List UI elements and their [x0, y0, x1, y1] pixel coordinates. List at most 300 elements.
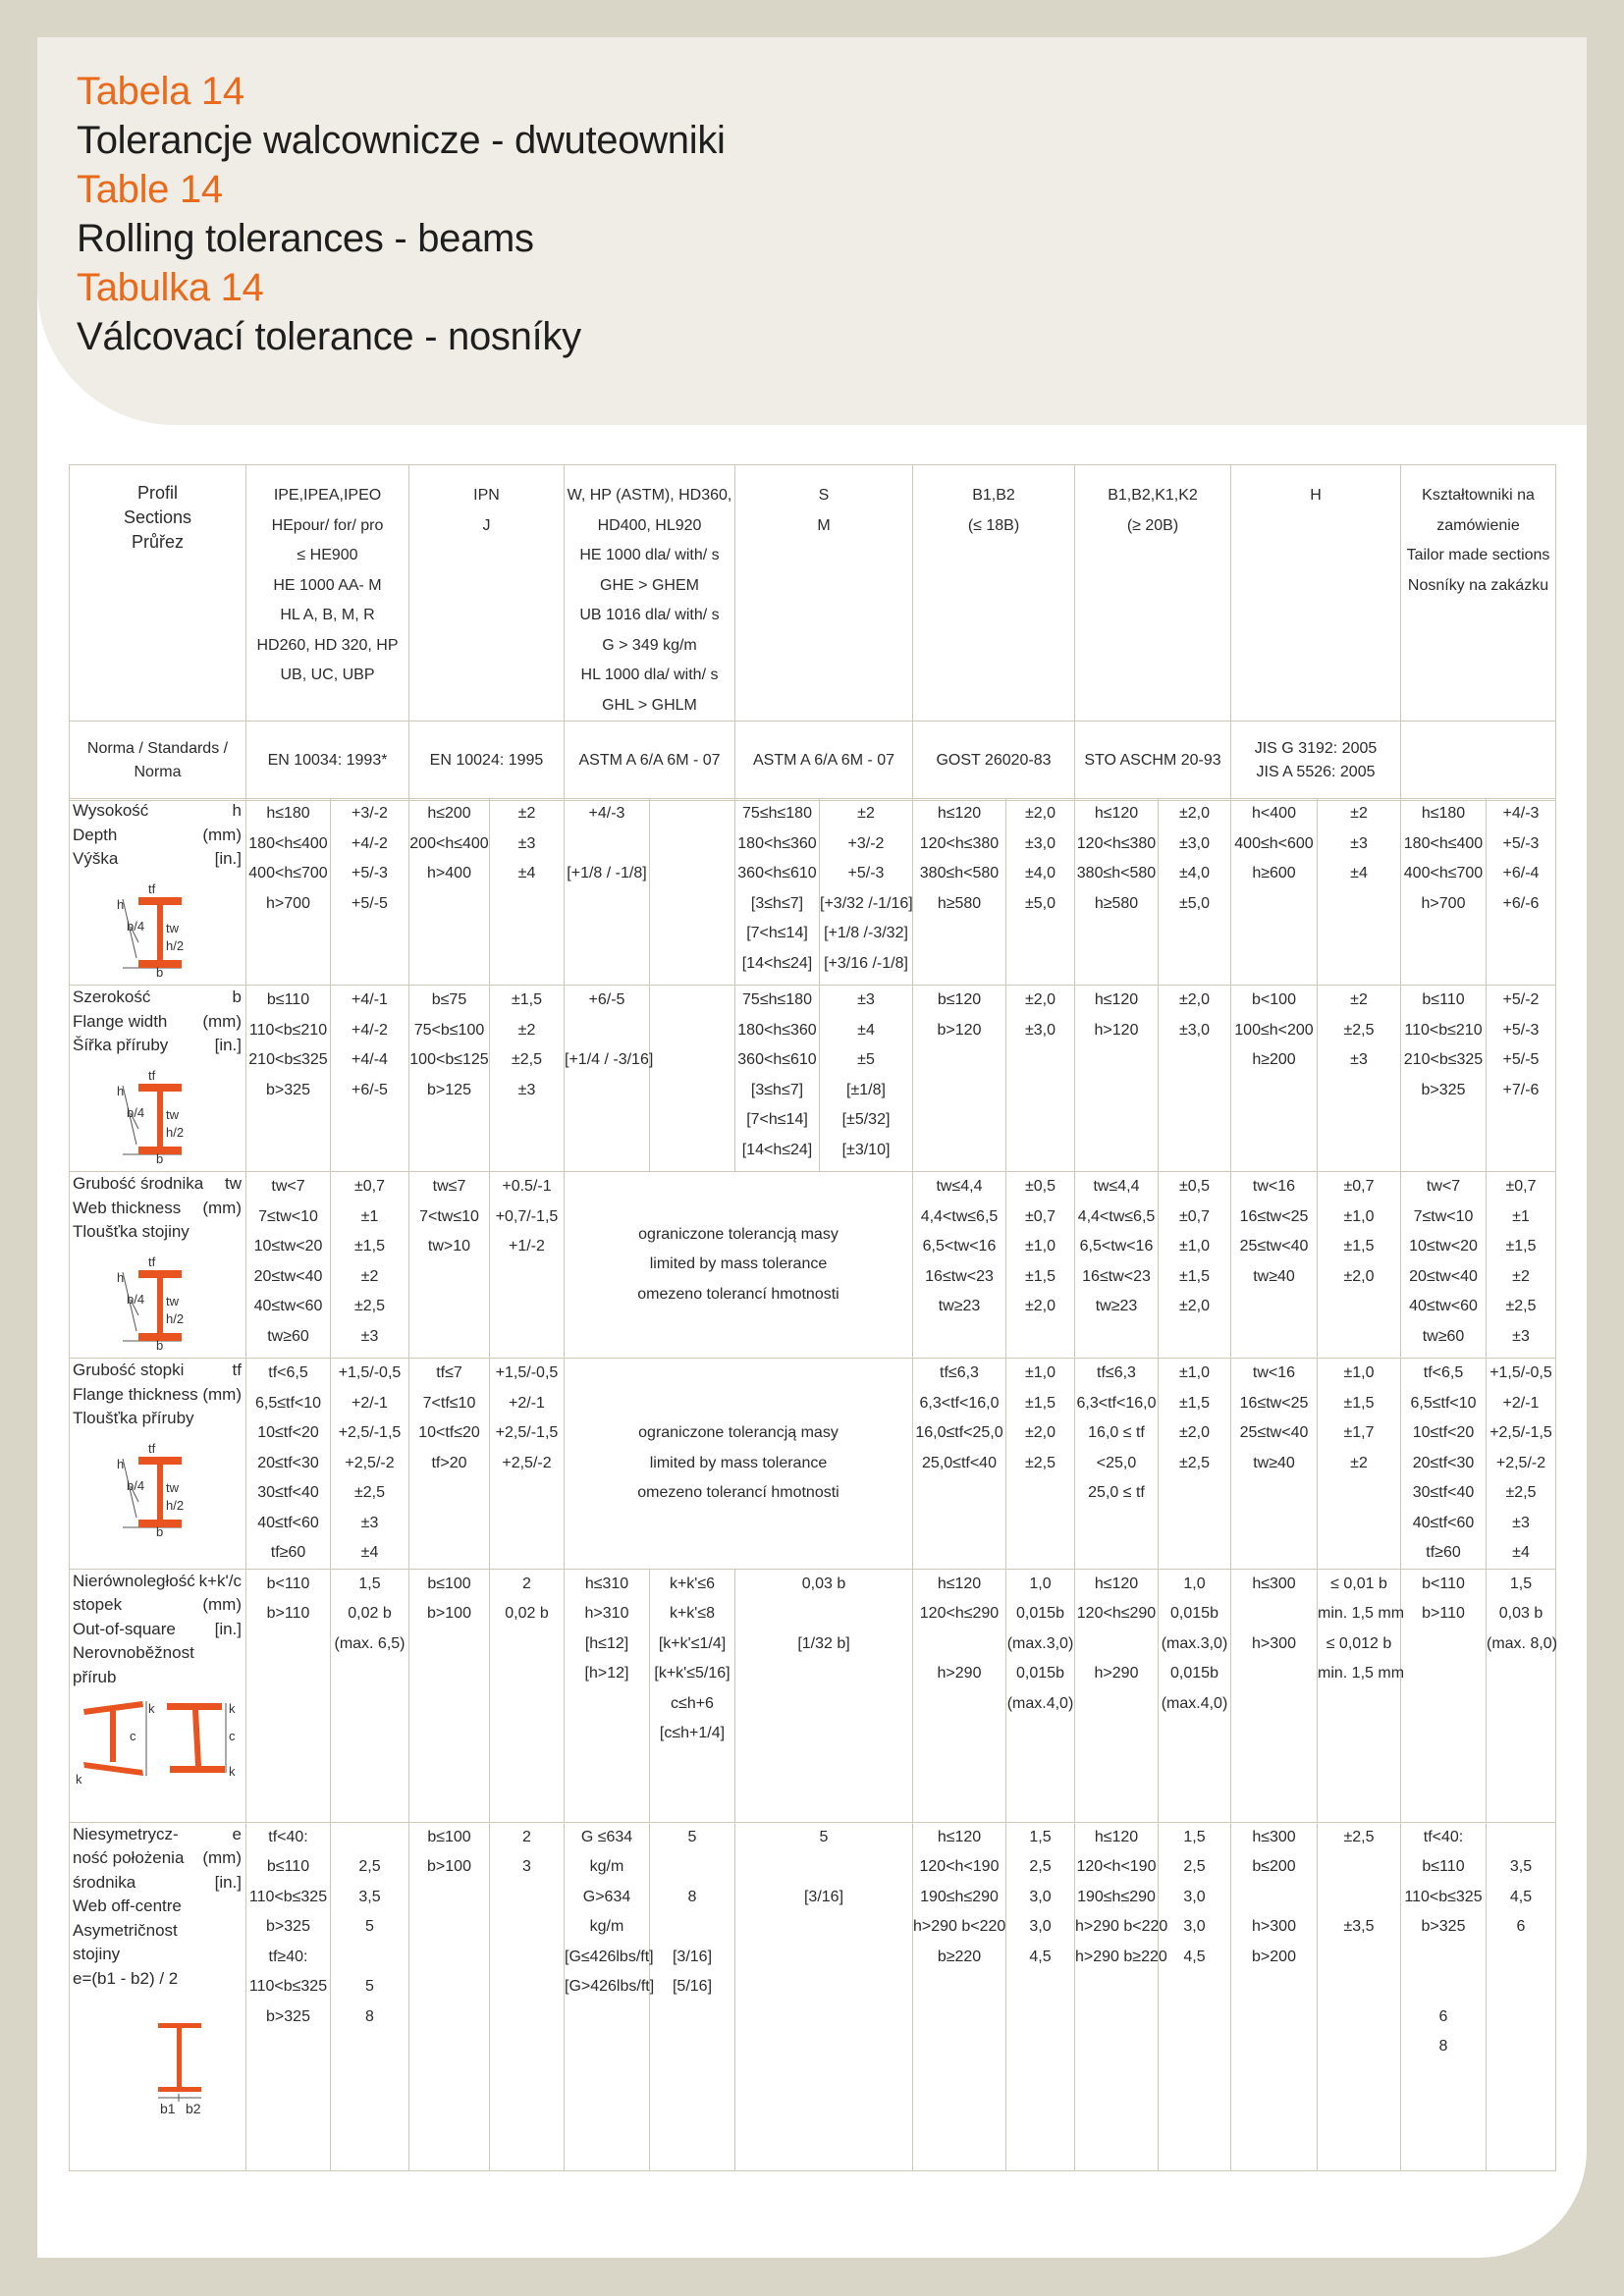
cell-value: b<100 [1252, 991, 1296, 1008]
cell-value: +2,5/-2 [345, 1454, 395, 1471]
cell-value: ±2 [517, 805, 536, 822]
section-name-line: M [817, 516, 831, 534]
section-name-line: HEpour/ for/ pro [271, 516, 384, 534]
label-text: Nerovnoběžnost [73, 1643, 194, 1662]
cell-value [565, 829, 649, 860]
cell-value: b>100 [427, 1858, 471, 1875]
standard-line: JIS G 3192: 2005 [1254, 740, 1378, 757]
cell-value: [+3/16 /-1/8] [824, 954, 908, 972]
label-unit: [in.] [214, 849, 242, 868]
section-name-line: J [482, 516, 491, 534]
label-text: Nierównoległość [73, 1571, 195, 1590]
range-cell [1075, 1822, 1168, 2170]
beam-section-icon [115, 1253, 193, 1351]
standard-cell-0 [246, 721, 409, 801]
cell-value: +1,5/-0,5 [495, 1364, 559, 1381]
cell-value: 100≤h<200 [1234, 1021, 1314, 1039]
cell-value: [±5/32] [841, 1111, 891, 1128]
range-cell [913, 986, 1006, 1172]
cell-value: ±3 [1350, 834, 1368, 852]
cell-value: ±5,0 [1178, 894, 1211, 912]
cell-value: 20≤tf<30 [257, 1454, 319, 1471]
cell-value: 40≤tf<60 [1412, 1514, 1475, 1531]
section-name-line: GHE > GHEM [600, 576, 699, 594]
cell-value: h≥200 [1252, 1051, 1296, 1068]
label-line [73, 799, 245, 824]
svg-text:k: k [229, 1701, 236, 1716]
cell-value: 10≤tw<20 [1409, 1238, 1478, 1255]
range-cell [913, 1172, 1006, 1359]
label-line [73, 1359, 245, 1383]
cell-value: ±2,5 [1343, 1021, 1375, 1039]
cell-value: +2/-1 [509, 1394, 545, 1412]
cell-value: ±2 [360, 1267, 379, 1285]
cell-value: ±0,5 [1024, 1178, 1056, 1195]
section-column-header-7 [1401, 465, 1556, 721]
section-column-header-0 [246, 465, 409, 721]
svg-text:tf: tf [148, 1067, 156, 1083]
cell-value: b≤120 [937, 991, 982, 1008]
cell-value: 3 [522, 1858, 531, 1875]
cell-value: +2,5/-1,5 [495, 1424, 559, 1441]
cell-value: h≥600 [1252, 865, 1296, 881]
range-cell [1075, 1359, 1159, 1570]
cell-value: h<400 [1252, 805, 1296, 822]
cell-value: 6,5≤tf<10 [254, 1394, 322, 1412]
cell-value: ±2,5 [353, 1298, 386, 1314]
cell-value: 110<b≤210 [248, 1021, 328, 1039]
range-cell [409, 986, 490, 1172]
tolerance-cell [1318, 986, 1401, 1172]
svg-text:h: h [117, 1456, 125, 1471]
cell-value [331, 1943, 408, 1973]
table-row [70, 986, 1556, 1172]
cell-value: ±1,0 [1178, 1238, 1211, 1255]
beam-section-icon [115, 1066, 193, 1164]
cell-value: +6/-5 [352, 1081, 388, 1098]
section-name-line: (≥ 20B) [1126, 516, 1179, 534]
title-line-0: Tabela 14 [77, 70, 244, 113]
cell-value: h≤300 [1252, 1575, 1296, 1592]
section-name-line: B1,B2 [972, 487, 1015, 504]
section-name-line: H [1310, 487, 1322, 504]
cell-value [650, 799, 734, 829]
range-cell [1231, 1359, 1318, 1570]
cell-value: ±0,7 [1178, 1207, 1211, 1225]
cell-value: tf<40: [1423, 1828, 1464, 1845]
cell-value: 4,5 [1509, 1888, 1533, 1905]
cell-value: 120<h≤290 [1076, 1605, 1157, 1622]
cell-value: +0,7/-1,5 [495, 1207, 559, 1225]
cell-value: ±2,5 [1178, 1454, 1211, 1471]
section-name-line: B1,B2,K1,K2 [1108, 487, 1198, 504]
cell-value: 16≤tw<25 [1239, 1394, 1309, 1412]
cell-value: k+k'≤6 [669, 1575, 716, 1592]
cell-value: +5/-3 [352, 865, 388, 881]
svg-text:b: b [156, 1523, 164, 1537]
cell-value: ±1,5 [1178, 1394, 1211, 1412]
label-line [73, 824, 245, 848]
cell-value: tf≤7 [436, 1364, 462, 1381]
cell-value: b>110 [1422, 1605, 1465, 1622]
label-text: Grubość stopki [73, 1361, 185, 1379]
cell-value: ±3 [1512, 1514, 1530, 1531]
cell-value: tf≤6,3 [1097, 1364, 1136, 1381]
label-line [73, 1570, 245, 1594]
cell-value: 7<tw≤10 [419, 1207, 479, 1225]
cell-value: 20≤tw<40 [1409, 1267, 1478, 1285]
cell-value: ±2,0 [1024, 1298, 1056, 1314]
tolerance-cell [1487, 799, 1556, 986]
cell-value: ±1,5 [353, 1238, 386, 1255]
range-cell [1231, 1172, 1318, 1359]
cell-value: 120<h≤380 [919, 834, 1000, 852]
svg-text:tw: tw [166, 1293, 179, 1308]
range-cell [735, 799, 820, 986]
tolerance-cell [331, 1569, 409, 1822]
cell-value: 16≤tw<23 [1082, 1267, 1151, 1285]
cell-value: 190≤h≤290 [920, 1888, 999, 1905]
label-text: Web off-centre [73, 1896, 182, 1915]
tolerance-cell [1318, 1172, 1401, 1359]
label-text: Šířka příruby [73, 1036, 169, 1054]
cell-value: ≤ 0,01 b [1330, 1575, 1387, 1592]
range-cell [565, 1822, 655, 2170]
tolerance-cell [1487, 1172, 1556, 1359]
cell-value: +6/-6 [1502, 894, 1540, 912]
cell-value: tf<6,5 [1423, 1364, 1464, 1381]
cell-value: ±2 [1512, 1267, 1530, 1285]
cell-value: 8 [365, 2007, 374, 2025]
cell-value: min. 1,5 mm [1318, 1665, 1405, 1682]
cell-value: 0,015b [1016, 1665, 1064, 1682]
cell-value: ±1 [360, 1207, 379, 1225]
cell-value: h≤120 [937, 805, 982, 822]
label-text: Grubość środnika [73, 1174, 204, 1193]
cell-value: 200<h≤400 [409, 834, 489, 852]
cell-value: ±2,0 [1024, 1424, 1056, 1441]
cell-value: 180<h≤360 [737, 1021, 817, 1039]
cell-value: 100<b≤125 [409, 1051, 489, 1068]
cell-value: 120<h<190 [1076, 1858, 1157, 1875]
cell-value: 110<b≤210 [1404, 1021, 1483, 1039]
tolerance-cell [1006, 1172, 1075, 1359]
table-row [70, 1359, 1556, 1570]
cell-value: tw≥23 [1095, 1298, 1138, 1314]
cell-value: h>310 [584, 1605, 629, 1622]
mass-tolerance-note [565, 1359, 913, 1570]
cell-value: h≤180 [1421, 805, 1466, 822]
cell-value: ±2 [1350, 1454, 1368, 1471]
cell-value: +5/-3 [1502, 834, 1540, 852]
label-text: środnika [73, 1872, 136, 1892]
section-column-header-3 [735, 465, 913, 721]
section-name-line: Tailor made sections [1406, 547, 1550, 563]
cell-value: tw≥60 [1422, 1327, 1465, 1345]
section-name-line: S [818, 487, 830, 504]
cell-value: ±3,0 [1178, 834, 1211, 852]
cell-value: ±3 [1350, 1051, 1368, 1068]
cell-value [650, 1852, 734, 1883]
label-line [73, 1220, 245, 1245]
tolerance-cell [331, 1822, 409, 2170]
label-line [73, 1383, 245, 1408]
cell-value: 110<b≤325 [248, 1978, 328, 1995]
cell-value: 75<b≤100 [413, 1021, 485, 1039]
cell-value: ±1,0 [1024, 1238, 1056, 1255]
cell-value: 2,5 [1183, 1858, 1206, 1875]
cell-value: b>325 [266, 1918, 310, 1935]
cell-value: ±3,5 [1343, 1918, 1375, 1935]
cell-value: [k+k'≤1/4] [658, 1634, 727, 1652]
cell-value [1487, 2032, 1555, 2062]
svg-text:b/4: b/4 [127, 918, 145, 934]
row-label-cell [70, 1172, 246, 1359]
range-cell [246, 799, 331, 986]
cell-value: 190≤h≤290 [1077, 1888, 1156, 1905]
tolerance-cell [1006, 1359, 1075, 1570]
cell-value: 6,5<tw<16 [1079, 1238, 1154, 1255]
cell-value: [+1/8 /-3/32] [824, 925, 908, 941]
tolerance-cell [1159, 1569, 1231, 1822]
cell-value: ±3 [517, 834, 536, 852]
label-unit: (mm) [202, 1595, 242, 1614]
cell-value: h>700 [266, 894, 310, 912]
mass-note-line: omezeno tolerancí hmotnosti [637, 1484, 839, 1501]
cell-value: +4/-2 [352, 834, 388, 852]
cell-value: ±5,0 [1024, 894, 1056, 912]
standard-line: GOST 26020-83 [936, 752, 1052, 769]
cell-value: (max.3,0) [1161, 1634, 1228, 1652]
cell-value: tw≥40 [1253, 1454, 1295, 1471]
range-cell [565, 799, 650, 986]
cell-value: 0,03 b [801, 1575, 846, 1592]
cell-value: ±3 [1512, 1327, 1530, 1345]
cell-value: ±2,5 [353, 1484, 386, 1501]
range-cell [1231, 1822, 1318, 2170]
mass-note-line: ograniczone tolerancją masy [638, 1424, 839, 1441]
cell-value: b≤110 [1422, 1858, 1465, 1875]
tolerance-cell [331, 1172, 409, 1359]
cell-value: [+1/4 / -3/16] [565, 1051, 654, 1068]
cell-value: tw≤4,4 [1093, 1178, 1140, 1195]
cell-value: ±2,0 [1024, 805, 1056, 822]
label-unit: (mm) [202, 825, 242, 844]
cell-value [1487, 1823, 1555, 1853]
cell-value: tf<6,5 [268, 1364, 308, 1381]
cell-value: +1,5/-0,5 [1489, 1364, 1552, 1381]
label-unit: e [232, 1824, 242, 1843]
standard-cell-4 [913, 721, 1075, 801]
cell-value: tw<7 [271, 1178, 305, 1195]
svg-text:c: c [130, 1729, 136, 1743]
cell-value: b>325 [1421, 1918, 1466, 1935]
cell-value: h≤120 [937, 1575, 982, 1592]
cell-value: ±2 [1350, 805, 1368, 822]
range-cell [246, 1172, 331, 1359]
cell-value: +5/-3 [1502, 1021, 1540, 1039]
cell-value: 1,0 [1183, 1575, 1206, 1592]
range-cell [1401, 1172, 1487, 1359]
tolerance-cell [331, 1359, 409, 1570]
range-cell [246, 1359, 331, 1570]
cell-value: ±3,0 [1024, 1021, 1056, 1039]
cell-value: 7≤tw<10 [258, 1207, 318, 1225]
svg-text:h: h [117, 1269, 125, 1285]
cell-value: +2,5/-1,5 [338, 1424, 402, 1441]
cell-value: +5/-2 [1502, 991, 1540, 1008]
cell-value: 6,5≤tf<10 [1410, 1394, 1477, 1412]
cell-value: ±0,7 [1343, 1178, 1375, 1195]
cell-value: 4,5 [1029, 1948, 1052, 1965]
cell-value: h>400 [427, 865, 471, 881]
cell-value: +4/-2 [352, 1021, 388, 1039]
label-text: Asymetričnost [73, 1920, 178, 1940]
cell-value: h>300 [1252, 1634, 1296, 1652]
cell-value: +4/-3 [1502, 805, 1540, 822]
beam-section-icon [148, 2019, 227, 2116]
cell-value: h≤120 [1094, 805, 1139, 822]
cell-value: tf>20 [431, 1454, 467, 1471]
title-line-3: Rolling tolerances - beams [77, 217, 534, 260]
label-line [73, 1943, 245, 1967]
cell-value: h≤300 [1252, 1828, 1296, 1845]
cell-value: 360<h≤610 [737, 1051, 817, 1068]
svg-text:tw: tw [166, 1479, 179, 1495]
range-cell [1075, 1569, 1159, 1822]
label-text: stopek [73, 1595, 123, 1614]
cell-value: ±1,5 [1178, 1267, 1211, 1285]
section-column-header-2 [565, 465, 735, 721]
cell-value: 30≤tf<40 [257, 1484, 319, 1501]
svg-text:k: k [76, 1772, 82, 1786]
cell-value: ±1,5 [1505, 1238, 1537, 1255]
profile-label-line: Sections [123, 507, 192, 527]
range-cell [1401, 1822, 1487, 2170]
cell-value: tw≥40 [1253, 1267, 1295, 1285]
mass-note-line: omezeno tolerancí hmotnosti [637, 1285, 839, 1303]
section-name-line: HL A, B, M, R [280, 607, 375, 623]
cell-value: ±0,5 [1178, 1178, 1211, 1195]
cell-value: ±0,7 [1024, 1207, 1056, 1225]
range-cell [565, 986, 654, 1172]
cell-value: h≤120 [937, 1828, 982, 1845]
cell-value: [G≤426lbs/ft] [565, 1948, 654, 1965]
range-cell [246, 1822, 331, 2170]
standard-cell-3 [735, 721, 913, 801]
section-column-header-1 [409, 465, 565, 721]
label-line [73, 1919, 245, 1944]
cell-value [650, 1912, 734, 1943]
cell-value: [k+k'≤5/16] [654, 1665, 731, 1682]
cell-value: b≤200 [1252, 1858, 1296, 1875]
mass-note-line: limited by mass tolerance [649, 1255, 828, 1273]
cell-value: h≥580 [1094, 894, 1139, 912]
cell-value [735, 1599, 912, 1629]
cell-value: 7<tf≤10 [422, 1394, 476, 1412]
label-line [73, 1967, 245, 1992]
label-text: Tloušťka příruby [73, 1409, 194, 1427]
cell-value: [14<h≤24] [741, 954, 813, 972]
cell-value: 16≤tw<23 [925, 1267, 994, 1285]
tolerance-cell [1487, 1822, 1556, 2170]
cell-value: 20≤tf<30 [1412, 1454, 1475, 1471]
range-cell [913, 1569, 1006, 1822]
cell-value: +4/-4 [352, 1051, 388, 1068]
svg-text:k: k [148, 1701, 155, 1716]
section-name-line: HL 1000 dla/ with/ s [580, 667, 719, 683]
cell-value: ±1,0 [1343, 1207, 1375, 1225]
cell-value: [3≤h≤7] [750, 1081, 804, 1098]
cell-value: ±1,0 [1178, 1364, 1211, 1381]
standard-line: STO ASCHM 20-93 [1084, 752, 1221, 769]
cell-value: ±0,7 [353, 1178, 386, 1195]
cell-value: 1,5 [358, 1575, 381, 1592]
cell-value: ±1,5 [1024, 1394, 1056, 1412]
range-cell [565, 1569, 650, 1822]
cell-value: 6,3<tf<16,0 [1076, 1394, 1157, 1412]
label-line [73, 1846, 245, 1871]
standard-line: ASTM A 6/A 6M - 07 [752, 752, 895, 769]
row-label-cell [70, 1359, 246, 1570]
cell-value: +5/-5 [1502, 1051, 1540, 1068]
cell-value: [h>12] [584, 1665, 629, 1682]
cell-value: 10≤tw<20 [253, 1238, 323, 1255]
cell-value: 25≤tw<40 [1239, 1424, 1309, 1441]
cell-value: ±2,5 [1024, 1454, 1056, 1471]
cell-value: <25,0 [1096, 1454, 1137, 1471]
cell-value [1075, 1629, 1158, 1660]
cell-value: 400<h≤700 [1403, 865, 1484, 881]
cell-value: ±4,0 [1178, 865, 1211, 881]
cell-value: 2,5 [358, 1858, 381, 1875]
cell-value: 0,02 b [505, 1605, 549, 1622]
cell-value: +4/-3 [588, 805, 625, 822]
cell-value: 10<tf≤20 [418, 1424, 480, 1441]
cell-value: 3,5 [1509, 1858, 1533, 1875]
tolerance-cell [1318, 1359, 1401, 1570]
cell-value: k+k'≤8 [669, 1605, 716, 1622]
range-cell [1231, 1569, 1318, 1822]
cell-value: ±5 [857, 1051, 875, 1068]
cell-value: ±1,5 [1024, 1267, 1056, 1285]
svg-text:b: b [156, 1150, 164, 1164]
cell-value: ±2 [857, 805, 875, 822]
cell-value: b≤100 [427, 1575, 471, 1592]
cell-value: +6/-5 [588, 991, 625, 1008]
cell-value [565, 1016, 649, 1046]
cell-value: h>300 [1252, 1918, 1296, 1935]
tolerance-cell [1006, 986, 1075, 1172]
cell-value: 6 [1438, 2007, 1448, 2025]
cell-value: 6,5<tw<16 [922, 1238, 997, 1255]
cell-value: G>634 [582, 1888, 631, 1905]
tolerance-cell [1159, 1172, 1231, 1359]
label-unit: (mm) [202, 1384, 242, 1404]
tolerance-cell [820, 986, 913, 1172]
tolerance-cell [331, 799, 409, 986]
tolerance-cell [1318, 1569, 1405, 1822]
cell-value [1231, 1599, 1317, 1629]
label-unit: (mm) [202, 1848, 242, 1867]
section-name-line: ≤ HE900 [297, 547, 358, 563]
cell-value: 5 [365, 1978, 374, 1995]
cell-value: +5/-5 [352, 894, 388, 912]
cell-value [735, 1852, 912, 1883]
cell-value [1487, 1943, 1555, 1973]
cell-value: [3≤h≤7] [750, 894, 804, 912]
cell-value: 16,0 ≤ tf [1088, 1424, 1145, 1441]
